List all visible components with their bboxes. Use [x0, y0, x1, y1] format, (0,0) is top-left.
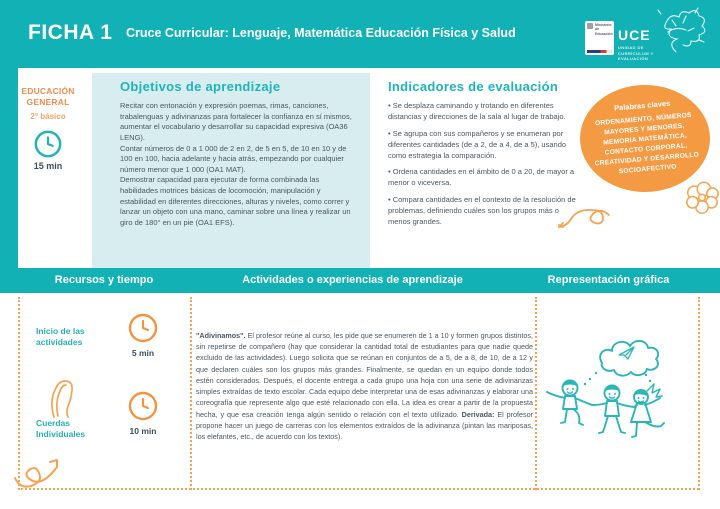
document-subtitle: Cruce Curricular: Lenguaje, Matemática Educación Física y Salud — [126, 26, 516, 40]
resource-time: 5 min — [131, 348, 155, 358]
indicador-item: • Ordena cantidades en el ámbito de 0 a 20, de mayor a menor o viceversa. — [388, 167, 575, 188]
derivada-text: El profesor propone hacer un juego de carreras con los elementos extraídos de la adivinanza (pintan las mariposas, los elefantes, etc., de acuerdo con los textos). — [196, 409, 533, 442]
header-band — [0, 0, 720, 68]
ministry-logo — [585, 21, 614, 55]
clock-icon — [127, 390, 159, 422]
uce-unit-line3: EVALUACIÓN — [618, 56, 649, 62]
ministry-flag-stripe — [587, 50, 612, 53]
indicadores-list — [388, 101, 578, 234]
curved-arrow-doodle-icon — [13, 452, 71, 496]
indicador-item: • Compara cantidades en el contexto de la resolución de problemas, definiendo cuáles son los grupos más o menos grandes. — [388, 195, 576, 226]
objetivo-paragraph: Demostrar capacidad para ejecutar de forma combinada las habilidades motrices básicas de locomoción, manipulación y estabilidad en diferentes direcciones, alturas y niveles, como correr y lanzar un objeto con una mano, caminar sobre una línea y realizar un giro de 180° en un pie (OA1 EFS). — [120, 175, 351, 228]
uce-acronym: UCE — [618, 27, 651, 43]
column-header-recursos: Recursos y tiempo — [54, 274, 154, 286]
objetivo-paragraph: Contar números de 0 a 1 000 de 2 en 2, de 5 en 5, de 10 en 10 y de 100 en 100, hacia adelante y hacia atrás, empezando por cualquier número menor que 1 000 (OA1 MAT). — [120, 143, 347, 174]
curl-doodle-icon — [557, 206, 611, 234]
uce-unit-line2: CURRÍCULUM Y — [618, 50, 654, 56]
column-divider — [698, 297, 700, 490]
indicador-item: • Se agrupa con sus compañeros y se enumeran por diferentes cantidades (de a 2, de a 4, de a 5), usando como estrategia la comparación. — [388, 128, 567, 160]
activity-body: El profesor reúne al curso, les pide que se enumeren de 1 a 10 y formen grupos distintos, sin repetirse de compañero (hay que considerar la cantidad total de estudiantes para que nadie quede excluido de las actividades). Luego solicita que se reúnan en conjuntos de a 5, de a 8, de 10, de a 12 y que declaren cuáles son los grupos más grandes. Finalmente, se quedan en un equipo donde todos estén considerados. Después, el docente entrega a cada grupo una hoja con una serie de adivinanzas simples extraídas de texto escolar. Cada equipo debe interpretar una de esas adivinanzas y elaborar una coreografía que represente algo que esté relacionado con ella. La idea es crear a partir de la propuesta hecha, y que esa creación tenga algún sentido o relación con el texto utilizado. — [196, 331, 533, 419]
ministry-emblem-icon — [587, 23, 593, 29]
ficha-number-label: FICHA 1 — [28, 21, 113, 44]
palabras-claves-title: Palabras claves — [613, 99, 671, 113]
column-divider — [535, 297, 537, 490]
uce-unit-line1: UNIDAD DE — [618, 45, 644, 50]
column-divider — [190, 297, 192, 490]
objetivo-paragraph: Recitar con entonación y expresión poemas, rimas, canciones, trabalenguas y adivinanzas para fortalecer la confianza en sí mismos, aumentar el vocabulario y desarrollar su capacidad expresiva (OA36 LENG). — [120, 101, 352, 142]
grade-label: 2° básico — [30, 112, 66, 121]
column-header-actividades: Actividades o experiencias de aprendizaje — [242, 274, 463, 286]
resource-label: Inicio de las actividades — [36, 326, 85, 348]
indicador-item: • Se desplaza caminando y trotando en diferentes distancias y direcciones de la sala al lugar de trabajo. — [388, 101, 566, 121]
indicadores-title: Indicadores de evaluación — [388, 79, 559, 94]
palabras-claves-badge — [580, 85, 710, 192]
activity-title: "Adivinamos". — [196, 331, 246, 340]
clock-icon — [33, 129, 63, 159]
clock-icon — [127, 312, 159, 344]
resource-time: 10 min — [129, 426, 157, 436]
palabras-claves-keywords: ORDENAMIENTO, NÚMEROS MAYORES Y MENORES, MEMORIA MATEMÁTICA, CONTACTO CORPORAL, CREATIVIDAD Y DESARROLLO SOCIOAFECTIVO — [594, 112, 700, 176]
scribble-doodle-icon — [646, 2, 710, 56]
objetivos-title: Objetivos de aprendizaje — [120, 79, 281, 94]
flower-doodle-icon — [683, 181, 720, 214]
column-header-representacion: Representación gráfica — [547, 274, 670, 286]
total-duration-label: 15 min — [33, 161, 63, 171]
rope-doodle-icon — [45, 370, 77, 420]
ministry-name-line1: Ministerio — [595, 23, 612, 27]
ministry-name-line2: de Educación — [595, 27, 613, 36]
bottom-divider — [18, 488, 699, 490]
program-label: EDUCACIÓN GENERAL — [21, 86, 75, 108]
resource-label: Cuerdas Individuales — [36, 418, 86, 440]
derivada-label: Derivada: — [461, 409, 495, 419]
objetivos-text — [120, 101, 353, 229]
children-drawing — [540, 334, 696, 454]
activities-text — [196, 330, 533, 442]
